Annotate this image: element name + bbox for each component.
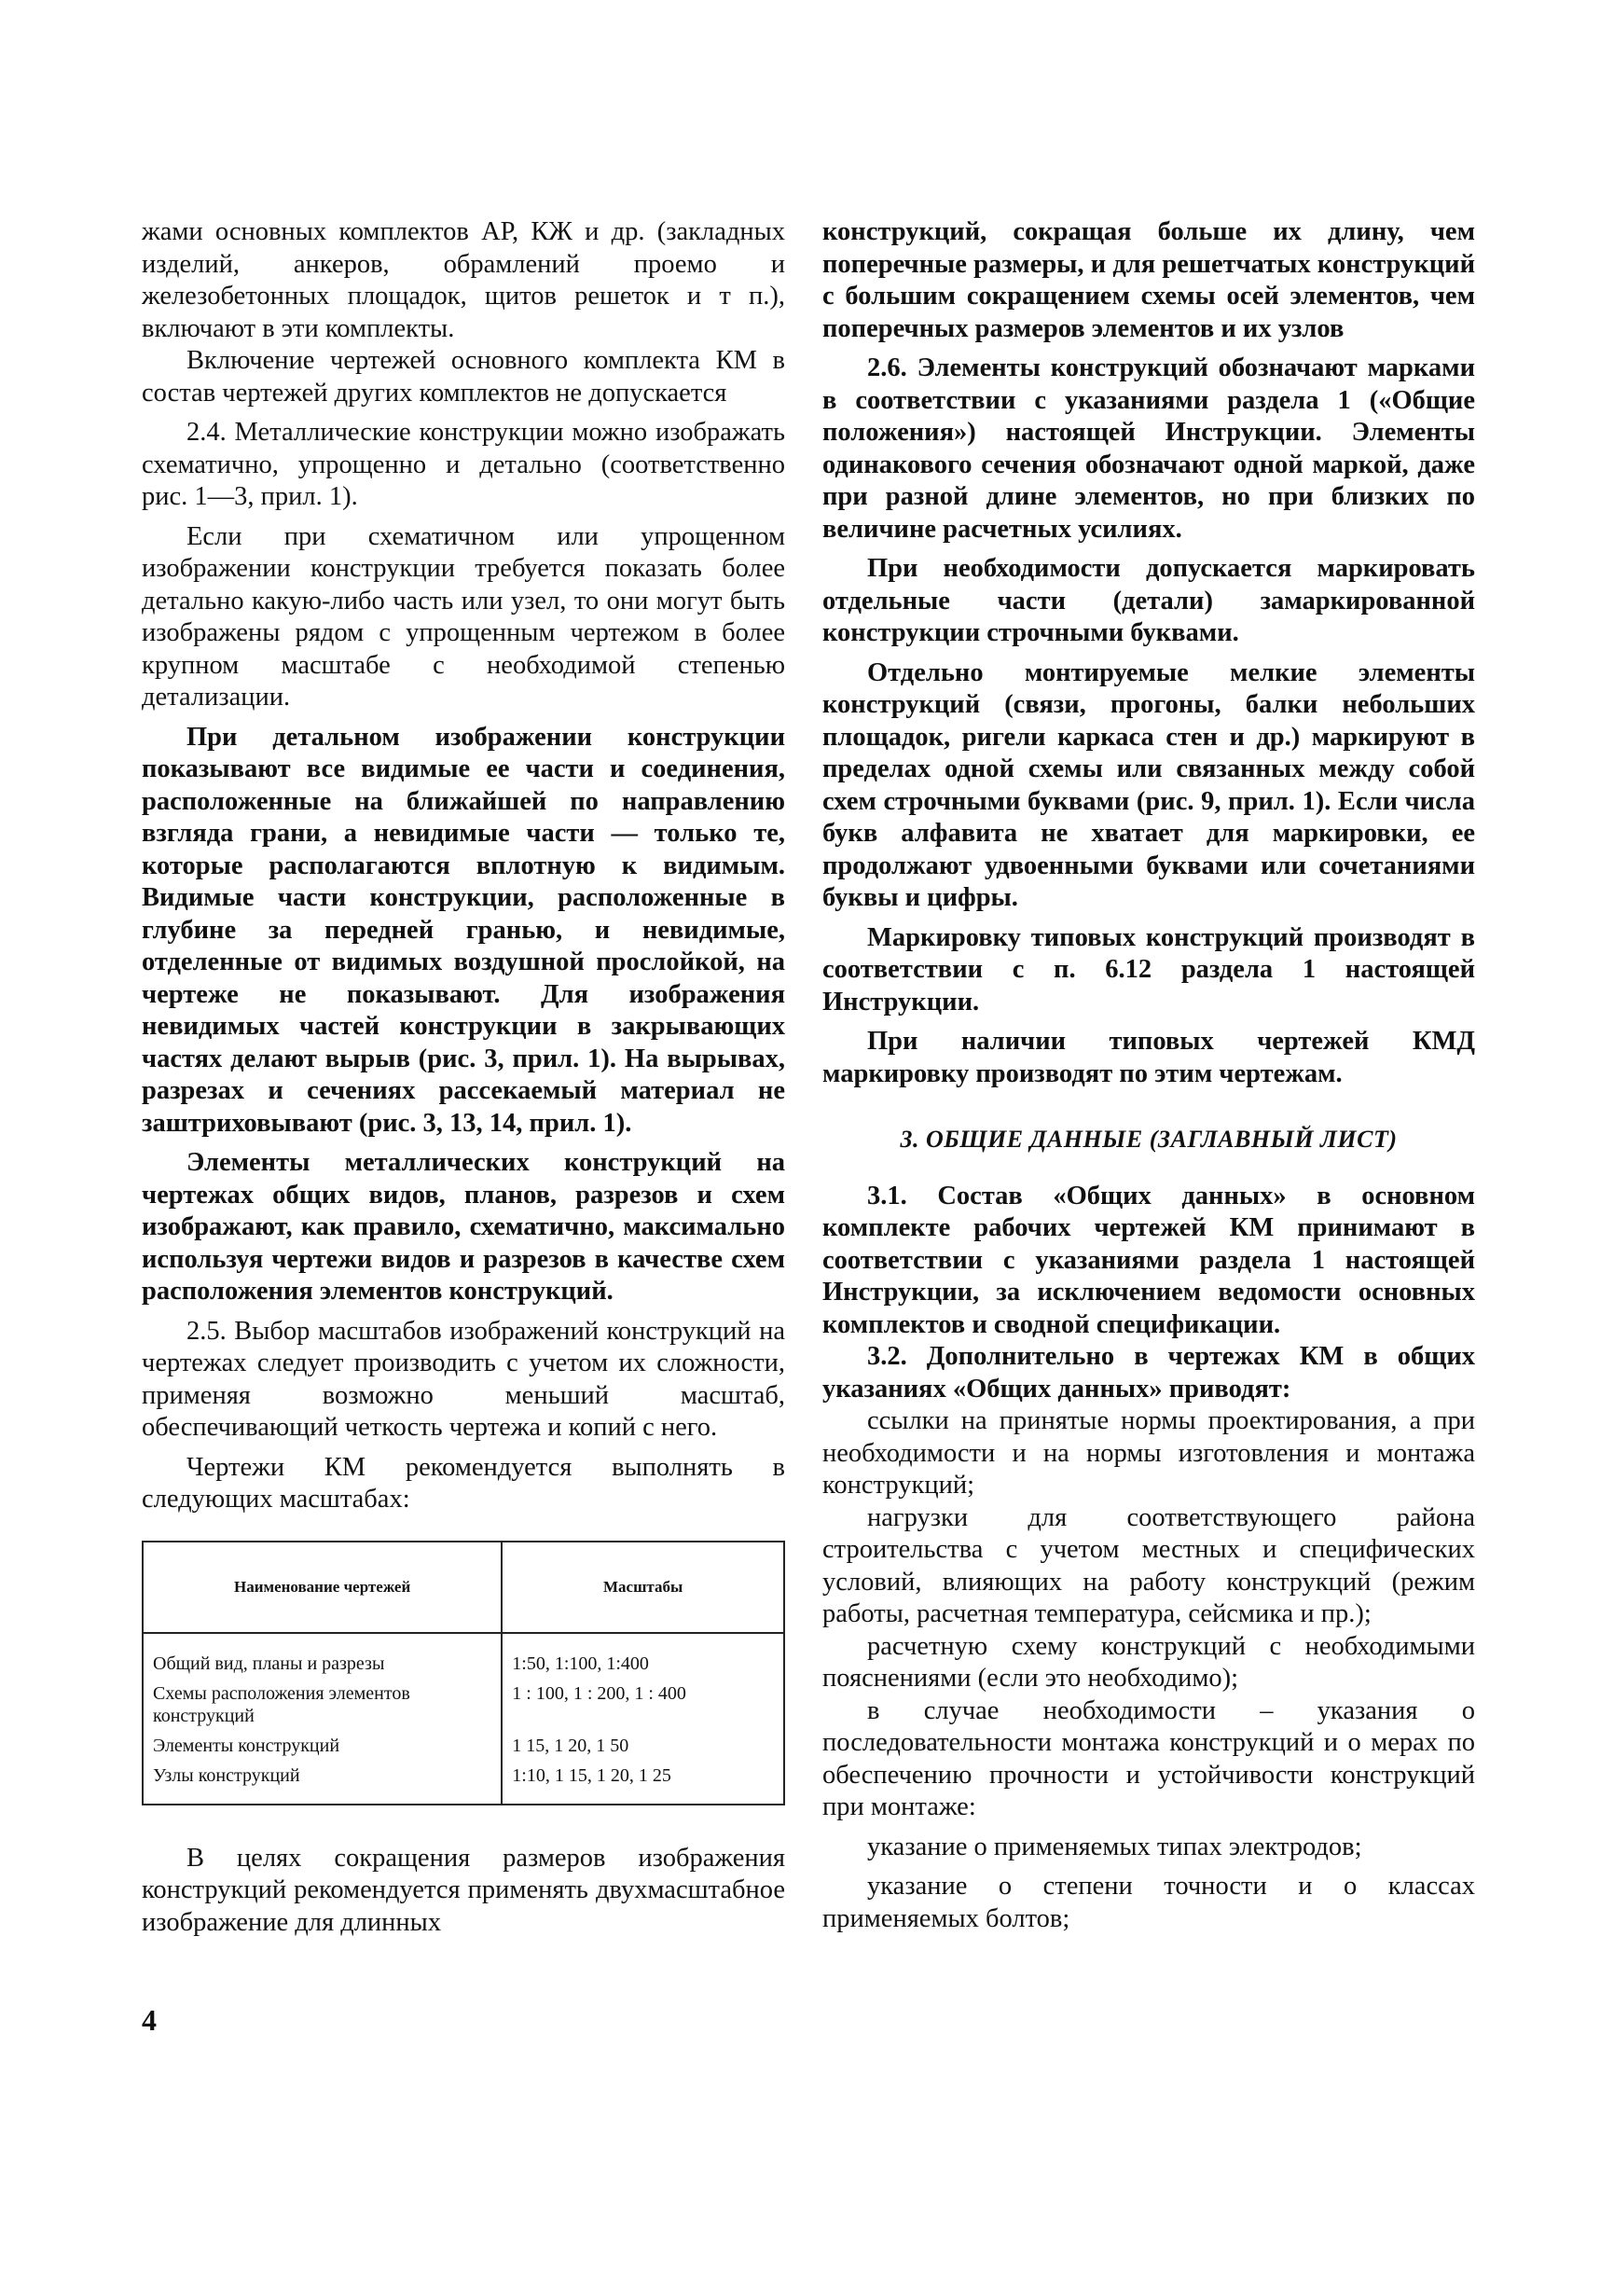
table-row [143, 1679, 784, 1731]
list-item: в случае необходимости – указания о последовательности монтажа конструкций и о мерах по обеспечению прочности и устойчивости конструкций при монтаже: [822, 1695, 1475, 1821]
table-row [143, 1633, 784, 1679]
paragraph: Элементы металлических конструкций на чертежах общих видов, планов, разрезов и схем изображают, как правило, схематично, максимально используя чертежи видов и разрезов в качестве схем расположения элементов конструкций. [142, 1148, 785, 1306]
paragraph: 3.1. Состав «Общих данных» в основном комплекте рабочих чертежей КМ принимают в соответствии с указаниями раздела 1 настоящей Инструкции, за исключением ведомости основных комплектов и сводной спецификации. [822, 1181, 1475, 1339]
table-header-name: Наименование чертежей [143, 1542, 502, 1633]
table-header-row [143, 1542, 784, 1633]
table-cell-name: Элементы конструкций [143, 1731, 502, 1761]
table-header-scale: Масштабы [502, 1542, 784, 1633]
paragraph: 3.2. Дополнительно в чертежах КМ в общих указаниях «Общих данных» приводят: [822, 1342, 1475, 1404]
paragraph: Отдельно монтируемые мелкие элементы конструкций (связи, прогоны, балки небольших площадок, ригели каркаса стен и др.) маркируют в пределах одной схемы или связанных между собой схем строчными буквами (рис. 9, прил. 1). Если числа букв алфавита не хватает для маркировки, ее продолжают удвоенными буквами или сочетаниями буквы и цифры. [822, 657, 1475, 912]
section-heading: 3. ОБЩИЕ ДАННЫЕ (ЗАГЛАВНЫЙ ЛИСТ) [900, 1126, 1398, 1153]
list-item: ссылки на принятые нормы проектирования, а при необходимости и на нормы изготовления и монтажа конструкций; [822, 1406, 1475, 1500]
table-cell-scale: 1 : 100, 1 : 200, 1 : 400 [502, 1679, 784, 1731]
paragraph: Если при схематичном или упрощенном изображении конструкции требуется показать более детально какую-либо часть или узел, то они могут быть изображены рядом с упрощенным чертежом в более крупном масштабе с необходимой степенью детализации. [142, 521, 785, 712]
paragraph: При необходимости допускается маркировать отдельные части (детали) замаркированной конструкции строчными буквами. [822, 554, 1475, 647]
paragraph: конструкций, сокращая больше их длину, чем поперечные размеры, и для решетчатых конструкций с большим сокращением схемы осей элементов, чем поперечных размеров элементов и их узлов [822, 217, 1475, 343]
list-item: указание о применяемых типах электродов; [867, 1832, 1362, 1861]
paragraph: 2.6. Элементы конструкций обозначают марками в соответствии с указаниями раздела 1 («Общие положения») настоящей Инструкции. Элементы одинакового сечения обозначают одной маркой, даже при разной длине элементов, но при близких по величине расчетных усилиях. [822, 353, 1475, 544]
paragraph: Включение чертежей основного комплекта КМ в состав чертежей других комплектов не допускается [142, 346, 785, 408]
paragraph: В целях сокращения размеров изображения конструкций рекомендуется применять двухмасштабное изображение для длинных [142, 1843, 785, 1937]
table-cell-name: Общий вид, планы и разрезы [143, 1633, 502, 1679]
list-item: расчетную схему конструкций с необходимыми пояснениями (если это необходимо); [822, 1631, 1475, 1693]
table-row [143, 1761, 784, 1805]
table-cell-scale: 1 15, 1 20, 1 50 [502, 1731, 784, 1761]
paragraph: Маркировку типовых конструкций производят в соответствии с п. 6.12 раздела 1 настоящей Инструкции. [822, 922, 1475, 1017]
paragraph: При детальном изображении конструкции показывают все видимые ее части и соединения, расположенные на ближайшей по направлению взгляда грани, а невидимые части — только те, которые располагаются вплотную к видимым. Видимые части конструкции, расположенные в глубине за передней гранью, и невидимые, отделенные от видимых воздушной прослойкой, на чертеже не показывают. Для изображения невидимых частей конструкции в закрывающих частях делают вырыв (рис. 3, прил. 1). На вырывах, разрезах и сечениях рассекаемый материал не заштриховывают (рис. 3, 13, 14, прил. 1). [142, 722, 785, 1138]
table-cell-name: Узлы конструкций [143, 1761, 502, 1805]
paragraph: жами основных комплектов АР, КЖ и др. (закладных изделий, анкеров, обрамлений проемо и железобетонных площадок, щитов решеток и т п.), включают в эти комплекты. [142, 217, 785, 343]
paragraph: Чертежи КМ рекомендуется выполнять в следующих масштабах: [142, 1452, 785, 1514]
left-column [142, 216, 785, 1939]
list-item: указание о степени точности и о классах применяемых болтов; [822, 1872, 1475, 1933]
table-cell-scale: 1:50, 1:100, 1:400 [502, 1633, 784, 1679]
table-cell-name: Схемы расположения элементов конструкций [143, 1679, 502, 1731]
scales-table [142, 1541, 785, 1805]
page-number: 4 [142, 2003, 157, 2037]
paragraph: 2.5. Выбор масштабов изображений конструкций на чертежах следует производить с учетом их сложности, применяя возможно меньший масштаб, обеспечивающий четкость чертежа и копий с него. [142, 1316, 785, 1442]
table-cell-scale: 1:10, 1 15, 1 20, 1 25 [502, 1761, 784, 1805]
table-row [143, 1731, 784, 1761]
paragraph: 2.4. Металлические конструкции можно изображать схематично, упрощенно и детально (соответственно рис. 1—3, прил. 1). [142, 418, 785, 511]
right-column [822, 216, 1475, 1935]
list-item: нагрузки для соответствующего района строительства с учетом местных и специфических условий, влияющих на работу конструкций (режим работы, расчетная температура, сейсмика и пр.); [822, 1502, 1475, 1628]
paragraph: При наличии типовых чертежей КМД маркировку производят по этим чертежам. [822, 1027, 1475, 1088]
